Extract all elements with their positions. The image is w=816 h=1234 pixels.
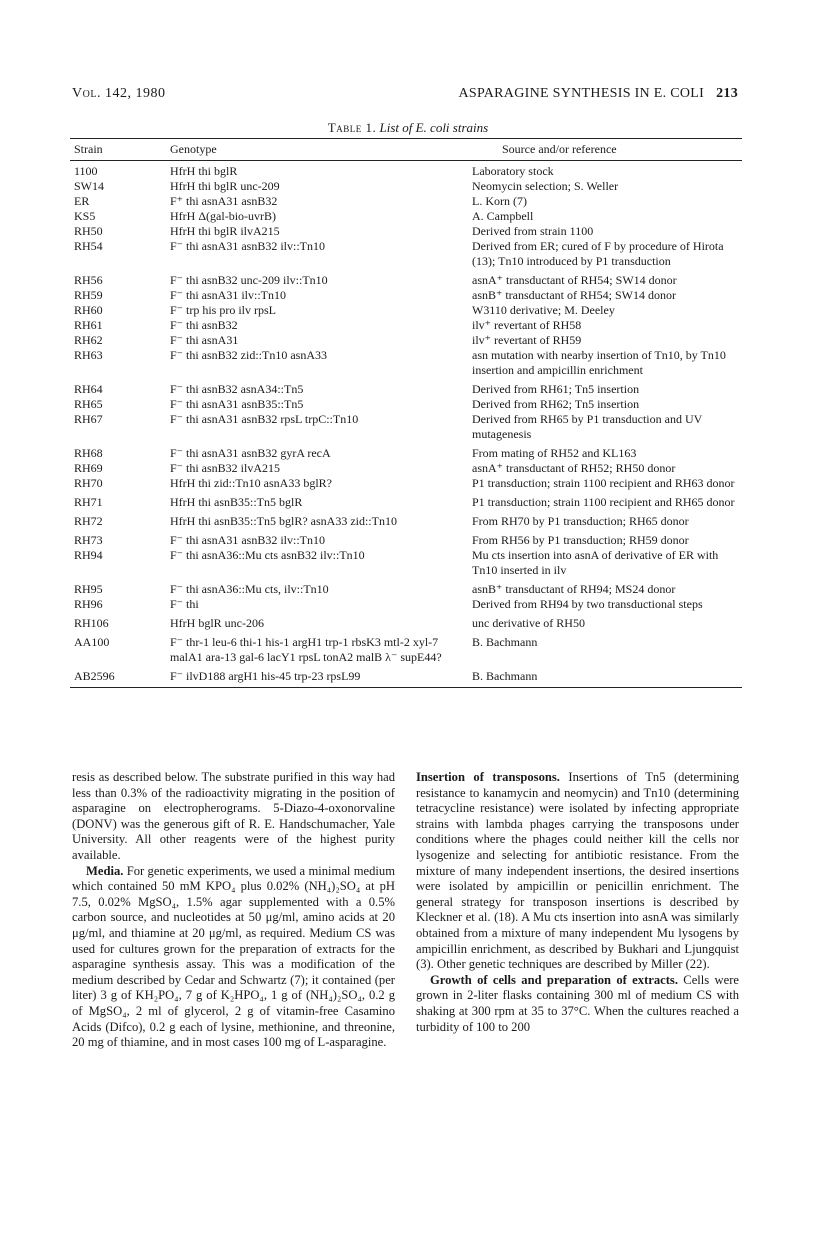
volume-year: Vol. 142, 1980 <box>72 86 166 101</box>
genotype-cell: F⁻ thi asnA31 asnB32 rpsL trpC::Tn10 <box>170 412 359 426</box>
source-cell: ilv⁺ revertant of RH59 <box>472 333 582 347</box>
header-source: Source and/or reference <box>472 139 742 161</box>
table-row <box>70 303 742 318</box>
genotype-cell: F⁻ thi asnB32 zid::Tn10 asnA33 <box>170 348 327 362</box>
strain-cell: RH62 <box>74 333 103 347</box>
genotype-cell: F⁻ thi asnA36::Mu cts, ilv::Tn10 <box>170 582 329 596</box>
table-row <box>70 288 742 303</box>
source-cell: From RH56 by P1 transduction; RH59 donor <box>472 533 689 547</box>
table-row <box>70 669 742 688</box>
genotype-cell: F⁻ thi asnA31 asnB32 ilv::Tn10 <box>170 533 326 547</box>
table-label: Table 1. <box>327 120 377 135</box>
table-row <box>70 318 742 333</box>
table-row <box>70 635 742 669</box>
transposon-heading: Insertion of transposons. <box>416 770 560 784</box>
source-cell: asnA⁺ transductant of RH52; RH50 donor <box>472 461 676 475</box>
source-cell: Derived from strain 1100 <box>472 224 594 238</box>
media-text: For genetic experiments, we used a minimal medium which contained 50 mM KPO₄ plus 0.02% (NH₄)₂SO₄ at pH 7.5, 0.02% MgSO₄, 1.5% agar supplemented with a 0.5% carbon source, and nucleotides at 50 μg/ml, amino acids at 20 μg/ml, and thiamine at 20 μg/ml, as required. Medium CS was used for cultures grown for the preparation of extracts for the asparagine synthesis assay. This was a modification of the medium described by Cedar and Schwartz (7); it contained (per liter) 3 g of KH₂PO₄, 7 g of K₂HPO₄, 1 g of (NH₄)₂SO₄, 0.2 g of MgSO₄, 2 ml of glycerol, 2 g of vitamin-free Casamino Acids (Difco), 0.2 g each of lysine, methionine, and threonine, 20 mg of thiamine, and in most cases 100 mg of L-asparagine. <box>72 863 395 1050</box>
source-cell: A. Campbell <box>472 209 534 223</box>
genotype-cell: F⁻ thi asnB32 unc-209 ilv::Tn10 <box>170 273 328 287</box>
left-column <box>72 770 395 1051</box>
page-number: 213 <box>716 86 738 101</box>
strain-cell: RH64 <box>74 382 103 396</box>
strain-cell: RH71 <box>74 495 103 509</box>
source-cell: asnB⁺ transductant of RH54; SW14 donor <box>472 288 676 302</box>
source-cell: asnA⁺ transductant of RH54; SW14 donor <box>472 273 677 287</box>
genotype-cell: F⁻ thi asnB32 ilvA215 <box>170 461 281 475</box>
media-paragraph <box>72 864 395 1051</box>
source-cell: Neomycin selection; S. Weller <box>472 179 619 193</box>
running-title <box>458 86 738 102</box>
genotype-cell: F⁻ ilvD188 argH1 his-45 trp-23 rpsL99 <box>170 669 472 688</box>
genotype-cell: F⁻ thi asnA31 asnB35::Tn5 <box>170 397 304 411</box>
strain-cell: AB2596 <box>70 669 170 688</box>
strain-cell: KS5 <box>74 209 96 223</box>
source-cell: B. Bachmann <box>472 635 538 649</box>
strain-cell: ER <box>74 194 90 208</box>
source-cell: P1 transduction; strain 1100 recipient and RH65 donor <box>472 495 735 509</box>
genotype-cell: F⁻ thi asnA31 asnB32 gyrA recA <box>170 446 331 460</box>
table-row <box>70 597 742 616</box>
table-row <box>70 495 742 514</box>
growth-heading: Growth of cells and preparation of extracts. <box>430 972 678 987</box>
genotype-cell: HfrH thi bglR unc-209 <box>170 179 280 193</box>
strain-cell: RH60 <box>74 303 103 317</box>
table-row <box>70 209 742 224</box>
genotype-cell: F⁻ thi asnB32 <box>170 318 238 332</box>
table-row <box>70 161 742 180</box>
source-cell: Laboratory stock <box>472 164 554 178</box>
table-row <box>70 461 742 476</box>
strain-cell: RH73 <box>74 533 103 547</box>
table-row <box>70 239 742 273</box>
table-caption <box>0 120 816 136</box>
source-cell: From RH70 by P1 transduction; RH65 donor <box>472 514 689 528</box>
genotype-cell: HfrH Δ(gal-bio-uvrB) <box>170 209 277 223</box>
table-row <box>70 533 742 548</box>
source-cell: Derived from ER; cured of F by procedure of Hirota (13); Tn10 introduced by P1 transduction <box>472 239 724 268</box>
strain-cell: RH67 <box>74 412 103 426</box>
header-genotype: Genotype <box>170 139 472 161</box>
source-cell: W3110 derivative; M. Deeley <box>472 303 615 317</box>
genotype-cell: HfrH bglR unc-206 <box>170 616 264 630</box>
genotype-cell: HfrH thi bglR ilvA215 <box>170 224 280 238</box>
header-strain: Strain <box>70 139 170 161</box>
genotype-cell: HfrH thi bglR <box>170 164 238 178</box>
table-row <box>70 382 742 397</box>
table-title: List of E. coli strains <box>379 120 489 135</box>
table-row <box>70 412 742 446</box>
strain-cell: RH61 <box>74 318 103 332</box>
genotype-cell: F⁺ thi asnA31 asnB32 <box>170 194 278 208</box>
strain-cell: RH96 <box>74 597 103 611</box>
strain-cell: SW14 <box>74 179 104 193</box>
media-heading: Media. <box>86 863 124 878</box>
source-cell: asn mutation with nearby insertion of Tn10, by Tn10 insertion and ampicillin enrichment <box>472 348 726 377</box>
strain-cell: RH63 <box>74 348 103 362</box>
genotype-cell: F⁻ thr-1 leu-6 thi-1 his-1 argH1 trp-1 rbsK3 mtl-2 xyl-7 malA1 ara-13 gal-6 lacY1 rpsL tonA2 malB λ⁻ supE44? <box>170 635 442 664</box>
table-row <box>70 194 742 209</box>
table-row <box>70 548 742 582</box>
source-cell: Derived from RH62; Tn5 insertion <box>472 397 640 411</box>
table-row <box>70 476 742 495</box>
transposon-paragraph <box>416 770 739 973</box>
strain-cell: RH68 <box>74 446 103 460</box>
genotype-cell: F⁻ thi asnA31 ilv::Tn10 <box>170 288 287 302</box>
genotype-cell: F⁻ trp his pro ilv rpsL <box>170 303 277 317</box>
running-head <box>72 86 738 106</box>
source-cell: asnB⁺ transductant of RH94; MS24 donor <box>472 582 676 596</box>
strain-cell: AA100 <box>74 635 110 649</box>
table-row <box>70 333 742 348</box>
source-cell: From mating of RH52 and KL163 <box>472 446 637 460</box>
table-row <box>70 582 742 597</box>
growth-paragraph <box>416 973 739 1035</box>
growth-text: Cells were grown in 2-liter flasks containing 300 ml of medium CS with shaking at 300 rpm at 35 to 37°C. When the cultures reached a turbidity of 100 to 200 <box>416 972 739 1034</box>
source-cell: Derived from RH65 by P1 transduction and UV mutagenesis <box>472 412 703 441</box>
table-row <box>70 616 742 635</box>
left-paragraph-1: resis as described below. The substrate purified in this way had less than 0.3% of the radioactivity migrating in the position of asparagine on electropherograms. 5-Diazo-4-oxonorvaline (DONV) was the generous gift of R. E. Handschumacher, Yale University. All other reagents were of the highest purity available. <box>72 770 395 862</box>
strain-cell: RH54 <box>74 239 103 253</box>
source-cell: P1 transduction; strain 1100 recipient and RH63 donor <box>472 476 735 490</box>
table-row <box>70 348 742 382</box>
strain-cell: RH65 <box>74 397 103 411</box>
running-title-text: ASPARAGINE SYNTHESIS IN E. COLI <box>458 86 705 101</box>
genotype-cell: F⁻ thi asnA36::Mu cts asnB32 ilv::Tn10 <box>170 548 365 562</box>
table-row <box>70 397 742 412</box>
strain-table <box>70 138 742 688</box>
strain-cell: RH72 <box>74 514 103 528</box>
table-header-row <box>70 139 742 161</box>
genotype-cell: F⁻ thi <box>170 597 199 611</box>
source-cell: Mu cts insertion into asnA of derivative of ER with Tn10 inserted in ilv <box>472 548 719 577</box>
source-cell: ilv⁺ revertant of RH58 <box>472 318 582 332</box>
genotype-cell: F⁻ thi asnB32 asnA34::Tn5 <box>170 382 304 396</box>
strain-cell: RH70 <box>74 476 103 490</box>
genotype-cell: F⁻ thi asnA31 asnB32 ilv::Tn10 <box>170 239 326 253</box>
genotype-cell: HfrH thi asnB35::Tn5 bglR? asnA33 zid::Tn10 <box>170 514 397 528</box>
strain-cell: RH59 <box>74 288 103 302</box>
source-cell: B. Bachmann <box>472 669 742 688</box>
table-row <box>70 273 742 288</box>
genotype-cell: F⁻ thi asnA31 <box>170 333 239 347</box>
genotype-cell: HfrH thi asnB35::Tn5 bglR <box>170 495 303 509</box>
genotype-cell: HfrH thi zid::Tn10 asnA33 bglR? <box>170 476 332 490</box>
source-cell: Derived from RH61; Tn5 insertion <box>472 382 640 396</box>
strain-cell: RH94 <box>74 548 103 562</box>
source-cell: Derived from RH94 by two transductional steps <box>472 597 703 611</box>
strain-cell: 1100 <box>74 164 98 178</box>
transposon-text: Insertions of Tn5 (determining resistance to kanamycin and neomycin) and Tn10 (determining tetracycline resistance) were isolated by infecting appropriate strains with lambda phages carrying the transposons under conditions where the phages could neither kill the cells nor lysogenize and selecting for antibiotic resistance. From the mixture of many independent insertions, the desired insertions were isolated by ampicillin or penicillin enrichment. The general strategy for transposon insertions is described by Kleckner et al. (18). A Mu cts insertion into asnA was similarly obtained from a mixture of many independent Mu lysogens by ampicillin enrichment, as described by Bukhari and Ljungquist (3). Other genetic techniques are described by Miller (22). <box>416 770 739 972</box>
table-row <box>70 179 742 194</box>
source-cell: unc derivative of RH50 <box>472 616 585 630</box>
table-body <box>70 161 742 688</box>
table-row <box>70 446 742 461</box>
source-cell: L. Korn (7) <box>472 194 527 208</box>
right-column <box>416 770 739 1035</box>
strain-cell: RH95 <box>74 582 103 596</box>
strain-cell: RH106 <box>74 616 109 630</box>
strain-cell: RH50 <box>74 224 103 238</box>
strain-cell: RH69 <box>74 461 103 475</box>
table-row <box>70 224 742 239</box>
strain-cell: RH56 <box>74 273 103 287</box>
table-row <box>70 514 742 533</box>
